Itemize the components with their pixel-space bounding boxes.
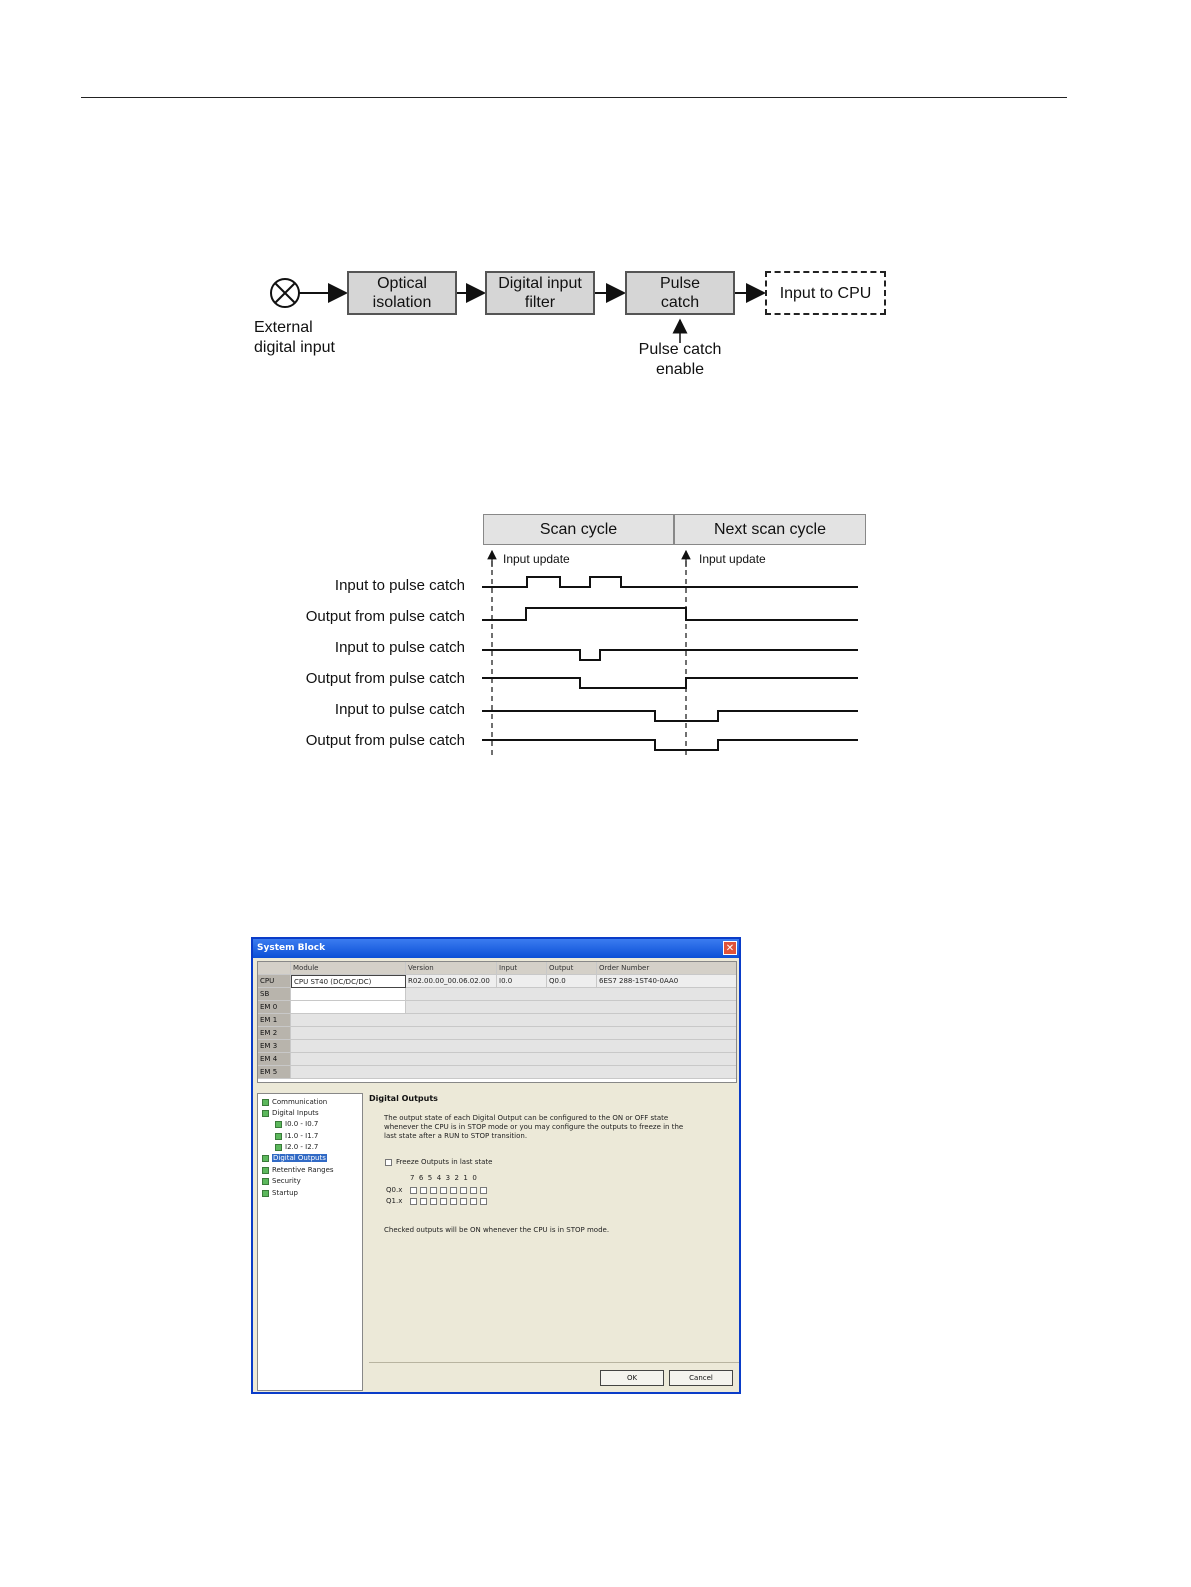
node-icon	[262, 1110, 269, 1117]
tree-item-retentive[interactable]	[262, 1165, 334, 1175]
grid-row-em2[interactable]	[258, 1027, 736, 1040]
tree-item-security[interactable]	[262, 1176, 301, 1186]
optical-isolation-box	[347, 271, 457, 315]
node-icon	[262, 1190, 269, 1197]
tree-item-digital-outputs[interactable]	[262, 1153, 327, 1163]
grid-row-em4[interactable]	[258, 1053, 736, 1066]
enable-line2: enable	[655, 361, 705, 378]
ok-button[interactable]: OK	[600, 1370, 664, 1386]
input-to-cpu-box	[765, 271, 886, 315]
tree-item-di-1[interactable]	[275, 1131, 318, 1141]
node-icon	[262, 1167, 269, 1174]
button-separator	[369, 1362, 739, 1363]
source-line2: digital input	[254, 339, 335, 356]
q0-bit-checkbox[interactable]	[460, 1187, 467, 1194]
node-icon	[262, 1155, 269, 1162]
row-fill	[406, 1001, 737, 1014]
tree-label: Digital Inputs	[272, 1109, 319, 1117]
q1-bit-checkbox[interactable]	[450, 1198, 457, 1205]
col-input: Input	[497, 962, 547, 975]
system-block-dialog	[251, 937, 741, 1394]
q0-bit-checkbox[interactable]	[480, 1187, 487, 1194]
tree-label: Retentive Ranges	[272, 1166, 334, 1174]
row-header: EM 2	[258, 1027, 291, 1040]
description-line-1: The output state of each Digital Output can be configured to the ON or OFF state	[384, 1114, 669, 1122]
corner-cell	[258, 962, 291, 975]
node-icon	[262, 1178, 269, 1185]
q1-bit-checkbox[interactable]	[460, 1198, 467, 1205]
enable-line1: Pulse catch	[638, 341, 722, 358]
tree-item-digital-inputs[interactable]	[262, 1108, 319, 1118]
signal-label-4: Output from pulse catch	[305, 670, 465, 687]
tree-label: Startup	[272, 1189, 298, 1197]
signal-label-1: Input to pulse catch	[334, 577, 465, 594]
col-version: Version	[406, 962, 497, 975]
q0-bit-checkbox[interactable]	[450, 1187, 457, 1194]
row-fill	[291, 1040, 737, 1053]
tree-label: I0.0 - I0.7	[285, 1120, 319, 1128]
output-cell: Q0.0	[547, 975, 597, 988]
freeze-outputs-label: Freeze Outputs in last state	[396, 1158, 493, 1166]
bit-header: 7 6 5 4 3 2 1 0	[410, 1174, 477, 1182]
tree-item-di-2[interactable]	[275, 1142, 318, 1152]
tree-label: I1.0 - I1.7	[285, 1132, 319, 1140]
freeze-outputs-checkbox[interactable]	[385, 1159, 392, 1166]
signal-label-3: Input to pulse catch	[334, 639, 465, 656]
signal-label-5: Input to pulse catch	[334, 701, 465, 718]
grid-row-em1[interactable]	[258, 1014, 736, 1027]
waveform-1	[482, 577, 858, 587]
box3-line1: Pulse	[659, 275, 701, 292]
dialog-title-bar	[253, 939, 739, 958]
row-header: EM 0	[258, 1001, 291, 1014]
col-order-number: Order Number	[597, 962, 737, 975]
q0-bit-checkbox[interactable]	[440, 1187, 447, 1194]
row-header: SB	[258, 988, 291, 1001]
col-module: Module	[291, 962, 406, 975]
q0-bit-checkbox[interactable]	[430, 1187, 437, 1194]
pulse-catch-box	[625, 271, 735, 315]
cancel-button[interactable]: Cancel	[669, 1370, 733, 1386]
row-header: EM 5	[258, 1066, 291, 1079]
grid-row-em3[interactable]	[258, 1040, 736, 1053]
input-cell: I0.0	[497, 975, 547, 988]
tree-item-communication[interactable]	[262, 1097, 327, 1107]
q0-bit-checkbox[interactable]	[410, 1187, 417, 1194]
box4-label: Input to CPU	[779, 284, 872, 302]
grid-row-em5[interactable]	[258, 1066, 736, 1079]
row-fill	[291, 1053, 737, 1066]
external-input-symbol-icon	[271, 279, 299, 307]
box2-line2: filter	[524, 294, 556, 311]
q0-label: Q0.x	[386, 1186, 403, 1194]
waveform-3	[482, 650, 858, 660]
q1-bit-checkbox[interactable]	[430, 1198, 437, 1205]
row-header: EM 4	[258, 1053, 291, 1066]
waveform-4	[482, 678, 858, 688]
node-icon	[262, 1099, 269, 1106]
module-cell[interactable]	[291, 1001, 406, 1014]
grid-row-cpu[interactable]	[258, 975, 736, 988]
scan-cycle-label: Scan cycle	[539, 520, 618, 538]
description-line-3: last state after a RUN to STOP transition.	[384, 1132, 528, 1140]
signal-label-6: Output from pulse catch	[305, 732, 465, 749]
description-line-2: whenever the CPU is in STOP mode or you may configure the outputs to freeze in the	[384, 1123, 684, 1131]
source-line1: External	[254, 319, 313, 336]
signal-label-2: Output from pulse catch	[305, 608, 465, 625]
tree-item-di-0[interactable]	[275, 1119, 318, 1129]
q0-bit-checkbox[interactable]	[420, 1187, 427, 1194]
node-icon	[275, 1133, 282, 1140]
row-fill	[291, 1066, 737, 1079]
row-fill	[291, 1014, 737, 1027]
box2-line1: Digital input	[498, 275, 582, 292]
node-icon	[275, 1144, 282, 1151]
tree-label: Security	[272, 1177, 301, 1185]
row-header: EM 1	[258, 1014, 291, 1027]
box1-line2: isolation	[372, 294, 432, 311]
module-select[interactable]: CPU ST40 (DC/DC/DC)	[291, 975, 406, 988]
external-digital-input-label	[254, 318, 335, 358]
dialog-title: System Block	[257, 943, 326, 953]
tree-label: Communication	[272, 1098, 328, 1106]
stop-mode-note: Checked outputs will be ON whenever the CPU is in STOP mode.	[384, 1226, 610, 1234]
module-cell[interactable]	[291, 988, 406, 1001]
input-update-label-1: Input update	[503, 552, 570, 566]
row-fill	[291, 1027, 737, 1040]
next-scan-cycle-label: Next scan cycle	[713, 520, 827, 538]
waveform-2	[482, 608, 858, 620]
module-grid	[257, 961, 737, 1083]
row-header: EM 3	[258, 1040, 291, 1053]
version-cell: R02.00.00_00.06.02.00	[406, 975, 497, 988]
grid-row-em0[interactable]	[258, 1001, 736, 1014]
order-cell: 6ES7 288-1ST40-0AA0	[597, 975, 737, 988]
timing-waveforms	[470, 545, 870, 760]
grid-row-sb[interactable]	[258, 988, 736, 1001]
row-fill	[406, 988, 737, 1001]
box1-line1: Optical	[377, 275, 427, 292]
q1-bit-checkbox[interactable]	[420, 1198, 427, 1205]
input-update-label-2: Input update	[699, 552, 766, 566]
q1-label: Q1.x	[386, 1197, 403, 1205]
settings-tree	[257, 1093, 363, 1391]
box3-line2: catch	[660, 294, 700, 311]
tree-label: I2.0 - I2.7	[285, 1143, 319, 1151]
close-icon[interactable]: ✕	[723, 941, 737, 955]
col-output: Output	[547, 962, 597, 975]
scan-cycle-header	[483, 514, 674, 545]
row-header: CPU	[258, 975, 291, 988]
node-icon	[275, 1121, 282, 1128]
next-scan-cycle-header	[674, 514, 866, 545]
q1-bit-checkbox[interactable]	[440, 1198, 447, 1205]
tree-label: Digital Outputs	[273, 1154, 326, 1162]
q1-bit-checkbox[interactable]	[410, 1198, 417, 1205]
q1-bit-checkbox[interactable]	[470, 1198, 477, 1205]
digital-input-filter-box	[485, 271, 595, 315]
page-header-rule	[81, 97, 1067, 98]
panel-title: Digital Outputs	[369, 1094, 438, 1103]
pulse-catch-enable-label	[630, 340, 730, 380]
q0-bit-checkbox[interactable]	[470, 1187, 477, 1194]
grid-header-row	[258, 962, 736, 975]
q1-bit-checkbox[interactable]	[480, 1198, 487, 1205]
waveform-6	[482, 740, 858, 750]
tree-item-startup[interactable]	[262, 1188, 298, 1198]
waveform-5	[482, 711, 858, 721]
